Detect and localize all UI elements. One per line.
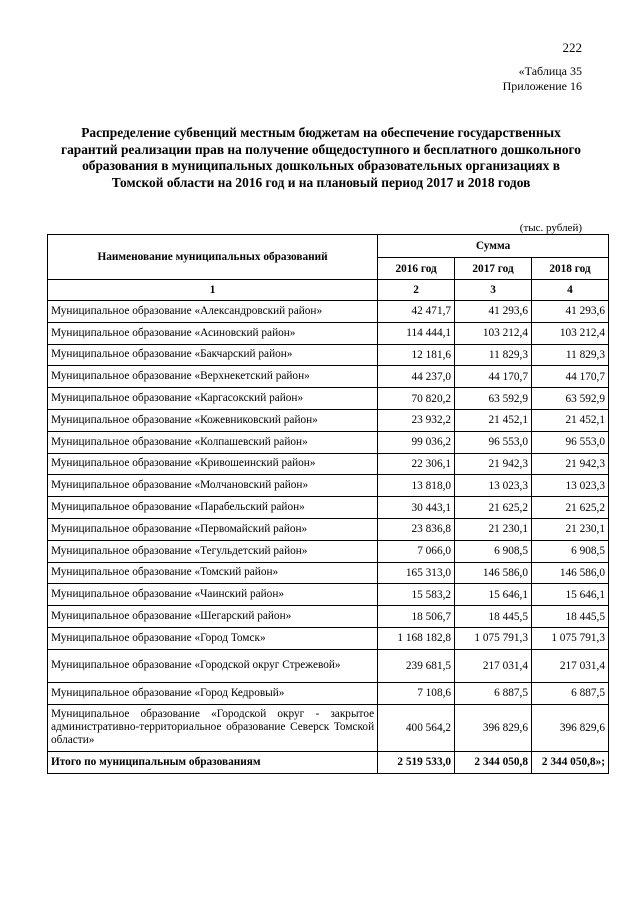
column-header-name: Наименование муниципальных образований: [48, 235, 378, 280]
amount-2016: 99 036,2: [378, 431, 455, 453]
amount-2018: 21 625,2: [532, 497, 609, 519]
amount-2016: 15 583,2: [378, 584, 455, 606]
amount-2017: 217 031,4: [455, 649, 532, 682]
amount-2018: 396 829,6: [532, 704, 609, 751]
amount-2017: 44 170,7: [455, 366, 532, 388]
amount-2017: 103 212,4: [455, 322, 532, 344]
amount-2017: 6 887,5: [455, 682, 532, 704]
table-reference: «Таблица 35: [518, 64, 582, 78]
amount-2016: 7 108,6: [378, 682, 455, 704]
column-header-2017: 2017 год: [455, 258, 532, 280]
amount-2018: 18 445,5: [532, 606, 609, 628]
municipality-name: Муниципальное образование «Бакчарский район»: [48, 344, 378, 366]
amount-2017: 396 829,6: [455, 704, 532, 751]
amount-2018: 21 452,1: [532, 409, 609, 431]
amount-2018: 217 031,4: [532, 649, 609, 682]
amount-2016: 22 306,1: [378, 453, 455, 475]
municipality-name: Муниципальное образование «Городской округ Стрежевой»: [48, 649, 378, 682]
amount-2018: 11 829,3: [532, 344, 609, 366]
column-index: 1: [48, 280, 378, 301]
document-title: Распределение субвенций местным бюджетам на обеспечение государственных гарантий реализации прав на получение общедоступного и бесплатного дошкольного образования в муниципальных дошкольных образовательных организациях в Томской области на 2016 год и на плановый период 2017 и 2018 годов: [61, 125, 581, 190]
amount-2017: 41 293,6: [455, 301, 532, 323]
amount-2017: 11 829,3: [455, 344, 532, 366]
amount-2018: 6 887,5: [532, 682, 609, 704]
amount-2017: 18 445,5: [455, 606, 532, 628]
table-row: [48, 366, 609, 388]
table-body: [48, 280, 609, 774]
appendix-reference: Приложение 16: [502, 79, 582, 93]
amount-2017: 146 586,0: [455, 562, 532, 584]
amount-2018: 1 075 791,3: [532, 627, 609, 649]
municipality-name: Муниципальное образование «Город Томск»: [48, 627, 378, 649]
amount-2016: 7 066,0: [378, 540, 455, 562]
amount-2016: 44 237,0: [378, 366, 455, 388]
municipality-name: Муниципальное образование «Кожевниковский район»: [48, 409, 378, 431]
table-row: [48, 344, 609, 366]
municipality-name: Муниципальное образование «Колпашевский район»: [48, 431, 378, 453]
amount-2016: 13 818,0: [378, 475, 455, 497]
column-index: 3: [455, 280, 532, 301]
table-row: [48, 704, 609, 751]
amount-2018: 21 942,3: [532, 453, 609, 475]
subsidy-table: [47, 234, 609, 774]
amount-2017: 96 553,0: [455, 431, 532, 453]
annex-reference: [503, 64, 582, 94]
amount-2018: 96 553,0: [532, 431, 609, 453]
municipality-name: Муниципальное образование «Первомайский район»: [48, 518, 378, 540]
table-row: [48, 301, 609, 323]
municipality-name: Муниципальное образование «Томский район»: [48, 562, 378, 584]
amount-2016: 70 820,2: [378, 388, 455, 410]
amount-2018: 41 293,6: [532, 301, 609, 323]
amount-2018: 44 170,7: [532, 366, 609, 388]
amount-2018: 13 023,3: [532, 475, 609, 497]
table-row: [48, 606, 609, 628]
table-row: [48, 388, 609, 410]
table-row: [48, 627, 609, 649]
amount-2016: 239 681,5: [378, 649, 455, 682]
amount-2016: 30 443,1: [378, 497, 455, 519]
total-label: Итого по муниципальным образованиям: [48, 751, 378, 773]
municipality-name: Муниципальное образование «Каргасокский район»: [48, 388, 378, 410]
table-row: [48, 453, 609, 475]
amount-2017: 13 023,3: [455, 475, 532, 497]
amount-2016: 18 506,7: [378, 606, 455, 628]
table-row: [48, 322, 609, 344]
amount-2016: 1 168 182,8: [378, 627, 455, 649]
column-header-2016: 2016 год: [378, 258, 455, 280]
municipality-name: Муниципальное образование «Молчановский район»: [48, 475, 378, 497]
amount-2017: 63 592,9: [455, 388, 532, 410]
amount-2017: 6 908,5: [455, 540, 532, 562]
amount-2017: 15 646,1: [455, 584, 532, 606]
amount-2018: 63 592,9: [532, 388, 609, 410]
table-row: [48, 682, 609, 704]
municipality-name: Муниципальное образование «Городской округ - закрытое административно-территориальное образование Северск Томской области»: [48, 704, 378, 751]
total-2017: 2 344 050,8: [455, 751, 532, 773]
amount-2017: 21 625,2: [455, 497, 532, 519]
municipality-name: Муниципальное образование «Шегарский район»: [48, 606, 378, 628]
amount-2017: 21 230,1: [455, 518, 532, 540]
municipality-name: Муниципальное образование «Чаинский район»: [48, 584, 378, 606]
table-row: [48, 584, 609, 606]
column-index-row: [48, 280, 609, 301]
page-number: 222: [562, 40, 582, 55]
amount-2016: 114 444,1: [378, 322, 455, 344]
amount-2018: 15 646,1: [532, 584, 609, 606]
table-row: [48, 518, 609, 540]
table-row: [48, 409, 609, 431]
amount-2018: 6 908,5: [532, 540, 609, 562]
municipality-name: Муниципальное образование «Асиновский район»: [48, 322, 378, 344]
municipality-name: Муниципальное образование «Город Кедровый»: [48, 682, 378, 704]
amount-2017: 21 942,3: [455, 453, 532, 475]
column-index: 4: [532, 280, 609, 301]
amount-2016: 165 313,0: [378, 562, 455, 584]
amount-2016: 42 471,7: [378, 301, 455, 323]
municipality-name: Муниципальное образование «Тегульдетский район»: [48, 540, 378, 562]
table-row: [48, 497, 609, 519]
amount-2016: 23 836,8: [378, 518, 455, 540]
total-row: [48, 751, 609, 773]
municipality-name: Муниципальное образование «Александровский район»: [48, 301, 378, 323]
table-row: [48, 431, 609, 453]
amount-2016: 23 932,2: [378, 409, 455, 431]
table-row: [48, 475, 609, 497]
municipality-name: Муниципальное образование «Кривошеинский район»: [48, 453, 378, 475]
amount-2017: 21 452,1: [455, 409, 532, 431]
total-2016: 2 519 533,0: [378, 751, 455, 773]
amount-2018: 21 230,1: [532, 518, 609, 540]
total-2018: 2 344 050,8»;: [532, 751, 609, 773]
table-row: [48, 562, 609, 584]
column-header-sum: Сумма: [378, 235, 609, 258]
amount-2018: 103 212,4: [532, 322, 609, 344]
unit-label: (тыс. рублей): [519, 222, 582, 234]
column-header-2018: 2018 год: [532, 258, 609, 280]
table-row: [48, 540, 609, 562]
amount-2018: 146 586,0: [532, 562, 609, 584]
municipality-name: Муниципальное образование «Парабельский район»: [48, 497, 378, 519]
amount-2017: 1 075 791,3: [455, 627, 532, 649]
column-index: 2: [378, 280, 455, 301]
amount-2016: 400 564,2: [378, 704, 455, 751]
municipality-name: Муниципальное образование «Верхнекетский район»: [48, 366, 378, 388]
amount-2016: 12 181,6: [378, 344, 455, 366]
table-row: [48, 649, 609, 682]
